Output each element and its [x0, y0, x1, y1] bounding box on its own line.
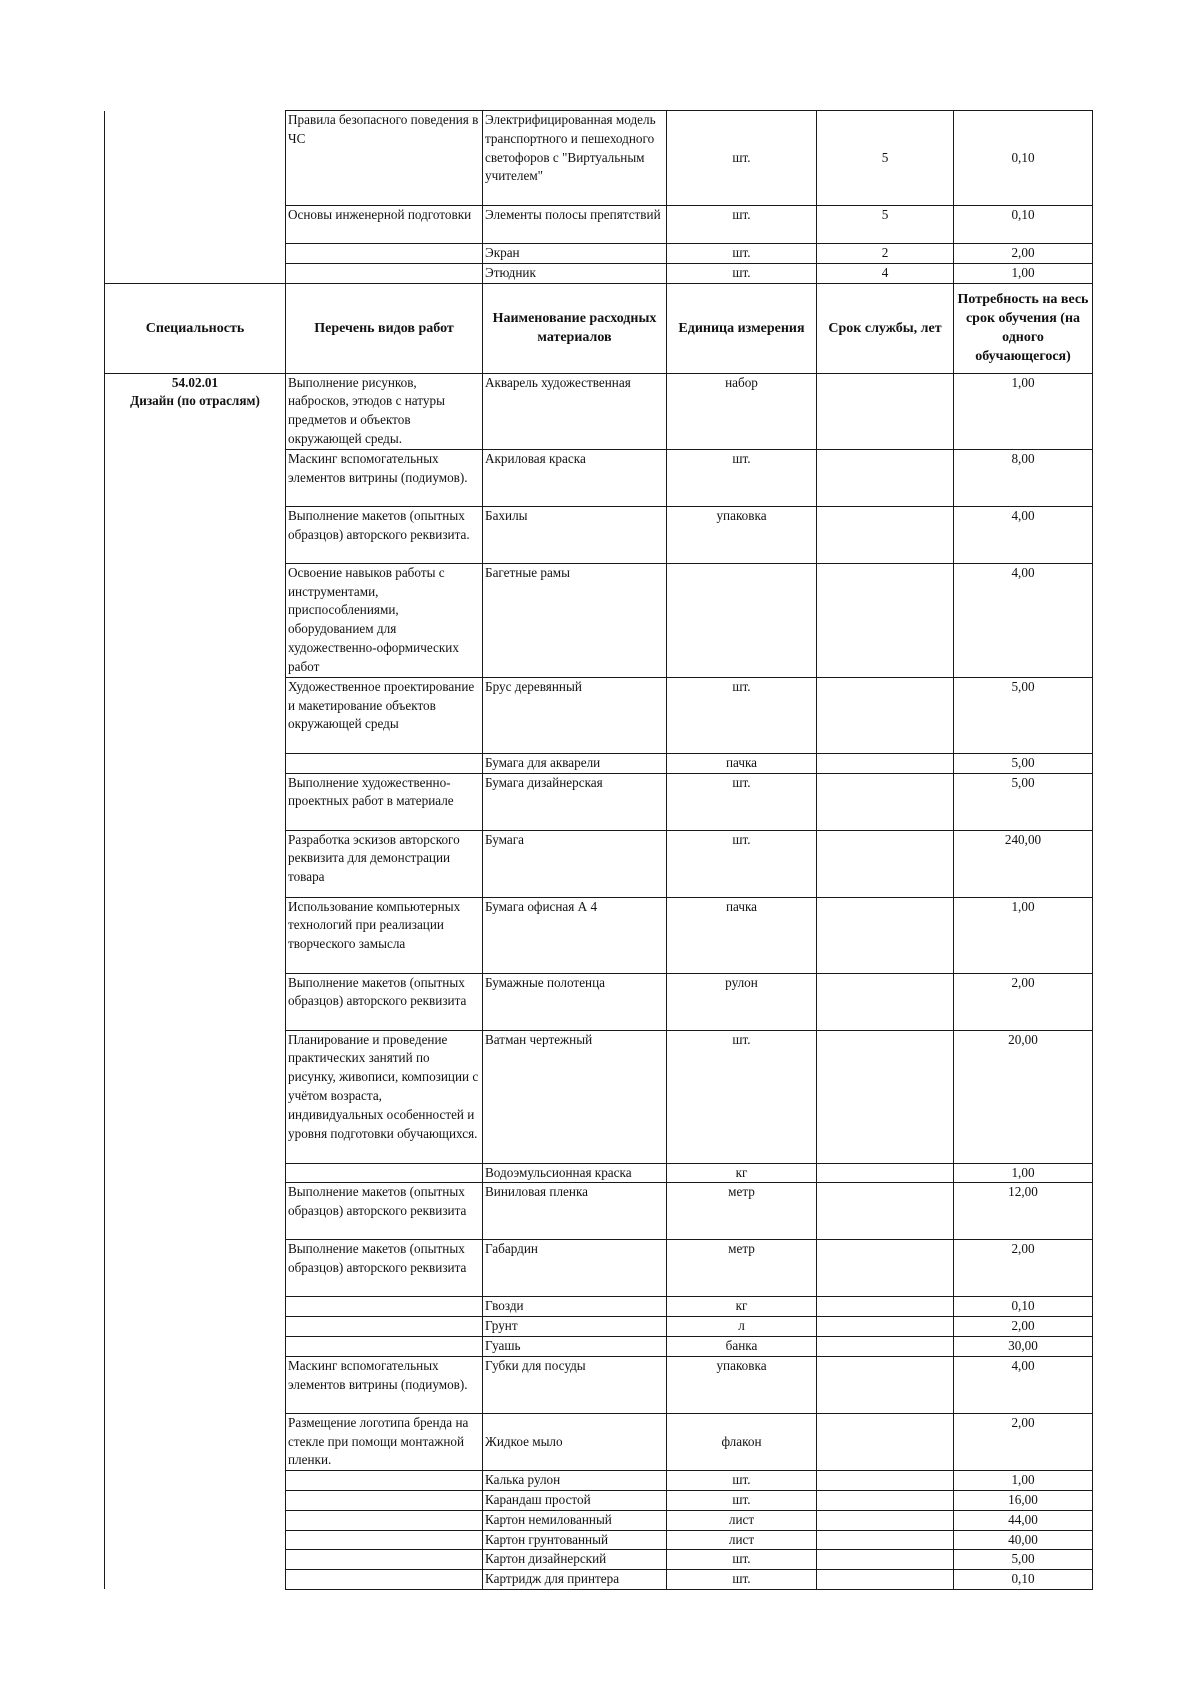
need-cell: 30,00	[954, 1336, 1093, 1356]
unit-cell: метр	[667, 1240, 817, 1297]
materials-table	[104, 110, 1093, 1590]
term-cell	[817, 1490, 954, 1510]
material-cell: Бумага для акварели	[483, 753, 667, 773]
need-cell: 0,10	[954, 206, 1093, 244]
need-cell: 20,00	[954, 1030, 1093, 1163]
unit-cell: шт.	[667, 263, 817, 283]
need-cell: 2,00	[954, 1317, 1093, 1337]
material-cell: Экран	[483, 244, 667, 264]
term-cell	[817, 897, 954, 973]
term-cell	[817, 563, 954, 677]
material-cell: Бумага офисная А 4	[483, 897, 667, 973]
specialty-code: 54.02.01	[171, 374, 219, 390]
work-cell: Выполнение макетов (опытных образцов) авторского реквизита.	[286, 506, 483, 563]
header-need: Потребность на весь срок обучения (на одного обучающегося)	[954, 283, 1093, 373]
material-cell: Ватман чертежный	[483, 1030, 667, 1163]
unit-cell: рулон	[667, 973, 817, 1030]
material-cell: Брус деревянный	[483, 677, 667, 753]
work-cell: Выполнение макетов (опытных образцов) авторского реквизита	[286, 1240, 483, 1297]
table-row	[105, 111, 1093, 206]
term-cell: 5	[817, 206, 954, 244]
need-cell: 1,00	[954, 263, 1093, 283]
work-cell: Планирование и проведение практических занятий по рисунку, живописи, композиции с учётом возраста, индивидуальных особенностей и уровня подготовки обучающихся.	[286, 1030, 483, 1163]
term-cell	[817, 1183, 954, 1240]
specialty-cell	[105, 373, 286, 1589]
work-cell: Размещение логотипа бренда на стекле при помощи монтажной пленки.	[286, 1413, 483, 1470]
work-cell: Основы инженерной подготовки	[286, 206, 483, 244]
term-cell: 5	[817, 111, 954, 206]
material-cell: Жидкое мыло	[483, 1413, 667, 1470]
header-material: Наименование расходных материалов	[483, 283, 667, 373]
need-cell: 2,00	[954, 1413, 1093, 1470]
unit-cell: шт.	[667, 1471, 817, 1491]
material-cell: Виниловая пленка	[483, 1183, 667, 1240]
material-cell: Картон немилованный	[483, 1510, 667, 1530]
unit-cell: шт.	[667, 1550, 817, 1570]
work-cell	[286, 753, 483, 773]
work-cell	[286, 1530, 483, 1550]
material-cell: Калька рулон	[483, 1471, 667, 1491]
need-cell: 2,00	[954, 973, 1093, 1030]
work-cell	[286, 1510, 483, 1530]
specialty-name: Дизайн (по отраслям)	[130, 393, 260, 409]
work-cell	[286, 1570, 483, 1590]
material-cell: Картон грунтованный	[483, 1530, 667, 1550]
need-cell: 16,00	[954, 1490, 1093, 1510]
need-cell: 4,00	[954, 1356, 1093, 1413]
need-cell: 1,00	[954, 373, 1093, 449]
need-cell: 2,00	[954, 244, 1093, 264]
material-cell: Бумажные полотенца	[483, 973, 667, 1030]
unit-cell: шт.	[667, 1030, 817, 1163]
unit-cell: метр	[667, 1183, 817, 1240]
unit-cell: лист	[667, 1510, 817, 1530]
header-unit: Единица измерения	[667, 283, 817, 373]
material-cell: Гвозди	[483, 1297, 667, 1317]
need-cell: 1,00	[954, 897, 1093, 973]
material-cell: Бахилы	[483, 506, 667, 563]
material-cell: Акварель художественная	[483, 373, 667, 449]
material-cell: Карандаш простой	[483, 1490, 667, 1510]
need-cell: 5,00	[954, 1550, 1093, 1570]
need-cell: 12,00	[954, 1183, 1093, 1240]
need-cell: 5,00	[954, 753, 1093, 773]
term-cell	[817, 1297, 954, 1317]
unit-cell: банка	[667, 1336, 817, 1356]
work-cell	[286, 1317, 483, 1337]
term-cell	[817, 1317, 954, 1337]
header-works: Перечень видов работ	[286, 283, 483, 373]
term-cell	[817, 1510, 954, 1530]
unit-cell: шт.	[667, 1490, 817, 1510]
unit-cell: шт.	[667, 206, 817, 244]
unit-cell: лист	[667, 1530, 817, 1550]
unit-cell: набор	[667, 373, 817, 449]
term-cell	[817, 773, 954, 830]
material-cell: Бумага дизайнерская	[483, 773, 667, 830]
term-cell	[817, 1030, 954, 1163]
work-cell: Правила безопасного поведения в ЧС	[286, 111, 483, 206]
work-cell: Маскинг вспомогательных элементов витрины (подиумов).	[286, 449, 483, 506]
need-cell: 0,10	[954, 111, 1093, 206]
term-cell	[817, 830, 954, 897]
term-cell	[817, 1240, 954, 1297]
unit-cell: упаковка	[667, 506, 817, 563]
unit-cell: шт.	[667, 449, 817, 506]
term-cell	[817, 1570, 954, 1590]
top-rows	[105, 111, 1093, 374]
term-cell: 4	[817, 263, 954, 283]
term-cell	[817, 373, 954, 449]
need-cell: 1,00	[954, 1163, 1093, 1183]
need-cell: 1,00	[954, 1471, 1093, 1491]
specialty-rows	[105, 373, 1093, 1589]
header-specialty: Специальность	[105, 283, 286, 373]
work-cell: Выполнение макетов (опытных образцов) авторского реквизита	[286, 973, 483, 1030]
work-cell	[286, 1163, 483, 1183]
material-cell: Губки для посуды	[483, 1356, 667, 1413]
term-cell	[817, 677, 954, 753]
unit-cell: упаковка	[667, 1356, 817, 1413]
term-cell	[817, 1336, 954, 1356]
term-cell	[817, 1550, 954, 1570]
unit-cell: пачка	[667, 753, 817, 773]
unit-cell: пачка	[667, 897, 817, 973]
work-cell: Маскинг вспомогательных элементов витрины (подиумов).	[286, 1356, 483, 1413]
material-cell: Гуашь	[483, 1336, 667, 1356]
unit-cell: л	[667, 1317, 817, 1337]
unit-cell: кг	[667, 1297, 817, 1317]
term-cell	[817, 1356, 954, 1413]
need-cell: 240,00	[954, 830, 1093, 897]
need-cell: 4,00	[954, 506, 1093, 563]
material-cell: Картридж для принтера	[483, 1570, 667, 1590]
unit-cell: шт.	[667, 244, 817, 264]
work-cell: Выполнение художественно-проектных работ в материале	[286, 773, 483, 830]
table-row	[105, 373, 1093, 449]
need-cell: 0,10	[954, 1297, 1093, 1317]
work-cell: Выполнение макетов (опытных образцов) авторского реквизита	[286, 1183, 483, 1240]
unit-cell: кг	[667, 1163, 817, 1183]
material-cell: Бумага	[483, 830, 667, 897]
material-cell: Электрифицированная модель транспортного и пешеходного светофоров с "Виртуальным учителем"	[483, 111, 667, 206]
material-cell: Акриловая краска	[483, 449, 667, 506]
work-cell	[286, 1490, 483, 1510]
term-cell	[817, 1413, 954, 1470]
unit-cell: шт.	[667, 677, 817, 753]
material-cell: Багетные рамы	[483, 563, 667, 677]
term-cell	[817, 449, 954, 506]
need-cell: 5,00	[954, 677, 1093, 753]
header-term: Срок службы, лет	[817, 283, 954, 373]
unit-cell: шт.	[667, 830, 817, 897]
term-cell	[817, 506, 954, 563]
term-cell	[817, 1471, 954, 1491]
header-row	[105, 283, 1093, 373]
term-cell: 2	[817, 244, 954, 264]
need-cell: 5,00	[954, 773, 1093, 830]
term-cell	[817, 973, 954, 1030]
work-cell: Использование компьютерных технологий при реализации творческого замысла	[286, 897, 483, 973]
term-cell	[817, 1163, 954, 1183]
unit-cell: флакон	[667, 1413, 817, 1470]
material-cell: Водоэмульсионная краска	[483, 1163, 667, 1183]
work-cell: Разработка эскизов авторского реквизита для демонстрации товара	[286, 830, 483, 897]
work-cell: Выполнение рисунков, набросков, этюдов с натуры предметов и объектов окружающей среды.	[286, 373, 483, 449]
need-cell: 2,00	[954, 1240, 1093, 1297]
term-cell	[817, 1530, 954, 1550]
work-cell	[286, 1550, 483, 1570]
material-cell: Габардин	[483, 1240, 667, 1297]
material-cell: Этюдник	[483, 263, 667, 283]
need-cell: 44,00	[954, 1510, 1093, 1530]
unit-cell: шт.	[667, 773, 817, 830]
specialty-cell-empty	[105, 111, 286, 284]
need-cell: 0,10	[954, 1570, 1093, 1590]
unit-cell	[667, 563, 817, 677]
work-cell	[286, 1471, 483, 1491]
need-cell: 4,00	[954, 563, 1093, 677]
work-cell: Освоение навыков работы с инструментами, приспособлениями, оборудованием для художественно-оформических работ	[286, 563, 483, 677]
material-cell: Картон дизайнерский	[483, 1550, 667, 1570]
work-cell	[286, 1297, 483, 1317]
work-cell: Художественное проектирование и макетирование объектов окружающей среды	[286, 677, 483, 753]
unit-cell: шт.	[667, 1570, 817, 1590]
unit-cell: шт.	[667, 111, 817, 206]
material-cell: Грунт	[483, 1317, 667, 1337]
work-cell	[286, 263, 483, 283]
need-cell: 40,00	[954, 1530, 1093, 1550]
need-cell: 8,00	[954, 449, 1093, 506]
material-cell: Элементы полосы препятствий	[483, 206, 667, 244]
term-cell	[817, 753, 954, 773]
work-cell	[286, 244, 483, 264]
work-cell	[286, 1336, 483, 1356]
